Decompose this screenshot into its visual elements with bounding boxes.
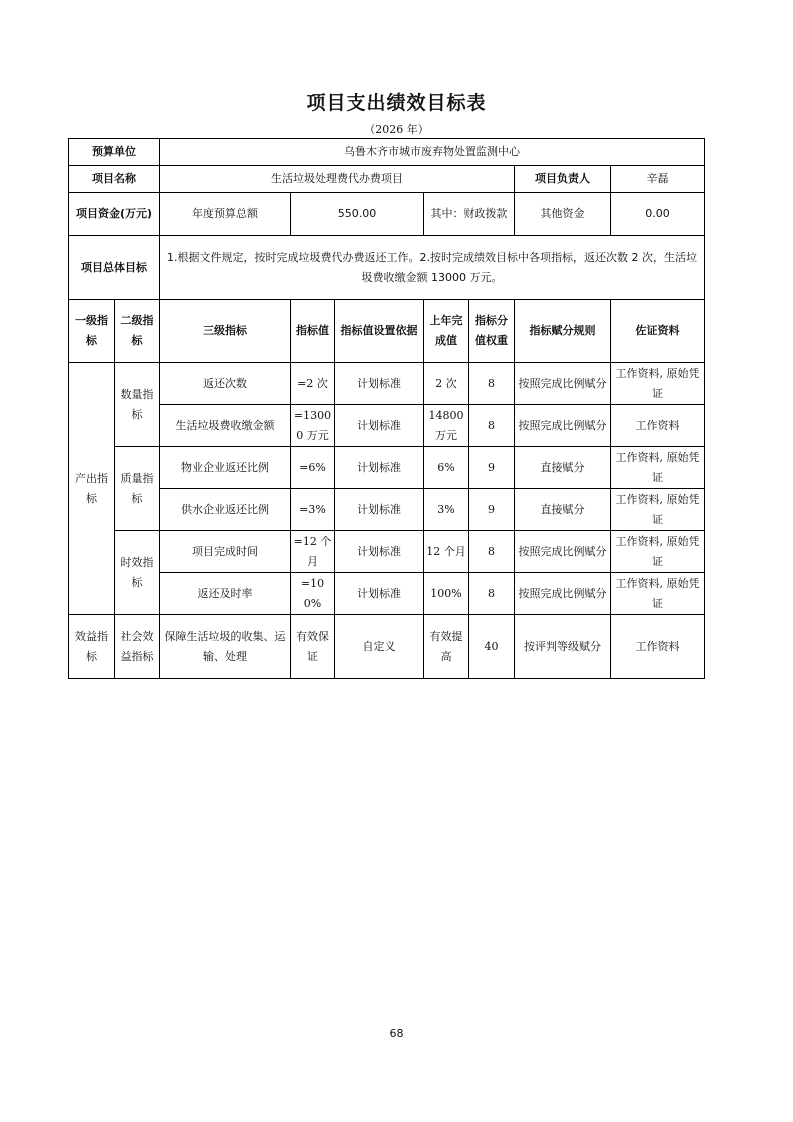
indicator-rule: 按照完成比例赋分 — [515, 573, 611, 615]
project-name-value: 生活垃圾处理费代办费项目 — [160, 166, 515, 193]
indicator-weight: 8 — [469, 363, 515, 405]
table-row — [69, 363, 705, 405]
annual-total-label: 年度预算总额 — [160, 193, 291, 236]
header-evidence: 佐证资料 — [611, 300, 705, 363]
indicator-header-row — [69, 300, 705, 363]
indicator-basis: 计划标准 — [335, 531, 424, 573]
indicator-value: =6% — [291, 447, 335, 489]
group-quality: 质量指标 — [115, 447, 160, 531]
group-output: 产出指标 — [69, 363, 115, 615]
header-level3: 三级指标 — [160, 300, 291, 363]
indicator-basis: 计划标准 — [335, 405, 424, 447]
indicator-last-year: 14800 万元 — [424, 405, 469, 447]
indicator-evidence: 工作资料 — [611, 615, 705, 679]
budget-unit-row — [69, 139, 705, 166]
header-weight: 指标分值权重 — [469, 300, 515, 363]
indicator-weight: 8 — [469, 573, 515, 615]
indicator-weight: 8 — [469, 405, 515, 447]
table-row — [69, 447, 705, 489]
project-name-label: 项目名称 — [69, 166, 160, 193]
performance-table — [68, 138, 705, 679]
indicator-value: 有效保证 — [291, 615, 335, 679]
indicator-name: 返还次数 — [160, 363, 291, 405]
page-title: 项目支出绩效目标表 — [306, 92, 487, 114]
indicator-value: =3% — [291, 489, 335, 531]
header-scoring: 指标赋分规则 — [515, 300, 611, 363]
table-row — [69, 531, 705, 573]
indicator-weight: 9 — [469, 489, 515, 531]
indicator-rule: 按评判等级赋分 — [515, 615, 611, 679]
overall-goal-text: 1.根据文件规定，按时完成垃圾费代办费返还工作。2.按时完成绩效目标中各项指标，返还次数 2 次，生活垃圾费收缴金额 13000 万元。 — [160, 236, 705, 300]
overall-goal-label: 项目总体目标 — [69, 236, 160, 300]
indicator-last-year: 3% — [424, 489, 469, 531]
year-label: （2026 年） — [364, 123, 429, 136]
indicator-rule: 直接赋分 — [515, 447, 611, 489]
funds-label: 项目资金(万元) — [69, 193, 160, 236]
indicator-evidence: 工作资料, 原始凭证 — [611, 531, 705, 573]
indicator-last-year: 100% — [424, 573, 469, 615]
group-social-benefit: 社会效益指标 — [115, 615, 160, 679]
header-level1: 一级指标 — [69, 300, 115, 363]
indicator-name: 物业企业返还比例 — [160, 447, 291, 489]
indicator-weight: 9 — [469, 447, 515, 489]
header-value: 指标值 — [291, 300, 335, 363]
other-funds-label: 其他资金 — [515, 193, 611, 236]
indicator-rule: 按照完成比例赋分 — [515, 363, 611, 405]
indicator-evidence: 工作资料, 原始凭证 — [611, 447, 705, 489]
indicator-last-year: 2 次 — [424, 363, 469, 405]
table-row — [69, 489, 705, 531]
indicator-name: 返还及时率 — [160, 573, 291, 615]
indicator-basis: 计划标准 — [335, 573, 424, 615]
indicator-name: 生活垃圾费收缴金额 — [160, 405, 291, 447]
group-benefit: 效益指标 — [69, 615, 115, 679]
indicator-evidence: 工作资料 — [611, 405, 705, 447]
indicator-evidence: 工作资料, 原始凭证 — [611, 489, 705, 531]
indicator-basis: 计划标准 — [335, 447, 424, 489]
page-number: 68 — [389, 1027, 404, 1040]
group-quantity: 数量指标 — [115, 363, 160, 447]
indicator-last-year: 有效提高 — [424, 615, 469, 679]
table-row — [69, 573, 705, 615]
indicator-name: 保障生活垃圾的收集、运输、处理 — [160, 615, 291, 679]
indicator-weight: 40 — [469, 615, 515, 679]
table-row — [69, 615, 705, 679]
overall-goal-row — [69, 236, 705, 300]
indicator-basis: 计划标准 — [335, 363, 424, 405]
indicator-rule: 按照完成比例赋分 — [515, 531, 611, 573]
group-timeliness: 时效指标 — [115, 531, 160, 615]
indicator-value: =13000 万元 — [291, 405, 335, 447]
project-leader-value: 辛磊 — [611, 166, 705, 193]
indicator-value: =2 次 — [291, 363, 335, 405]
table-row — [69, 405, 705, 447]
fiscal-label: 其中：财政拨款 — [424, 193, 515, 236]
other-funds-value: 0.00 — [611, 193, 705, 236]
indicator-value: =100% — [291, 573, 335, 615]
indicator-name: 项目完成时间 — [160, 531, 291, 573]
annual-total-value: 550.00 — [291, 193, 424, 236]
header-last-year: 上年完成值 — [424, 300, 469, 363]
project-funds-row — [69, 193, 705, 236]
indicator-weight: 8 — [469, 531, 515, 573]
budget-unit-label: 预算单位 — [69, 139, 160, 166]
indicator-last-year: 6% — [424, 447, 469, 489]
header-level2: 二级指标 — [115, 300, 160, 363]
indicator-basis: 计划标准 — [335, 489, 424, 531]
indicator-evidence: 工作资料, 原始凭证 — [611, 363, 705, 405]
indicator-evidence: 工作资料, 原始凭证 — [611, 573, 705, 615]
indicator-name: 供水企业返还比例 — [160, 489, 291, 531]
indicator-basis: 自定义 — [335, 615, 424, 679]
indicator-rule: 按照完成比例赋分 — [515, 405, 611, 447]
project-leader-label: 项目负责人 — [515, 166, 611, 193]
indicator-last-year: 12 个月 — [424, 531, 469, 573]
project-name-row — [69, 166, 705, 193]
indicator-value: =12 个月 — [291, 531, 335, 573]
indicator-rule: 直接赋分 — [515, 489, 611, 531]
budget-unit-value: 乌鲁木齐市城市废弃物处置监测中心 — [160, 139, 705, 166]
header-basis: 指标值设置依据 — [335, 300, 424, 363]
